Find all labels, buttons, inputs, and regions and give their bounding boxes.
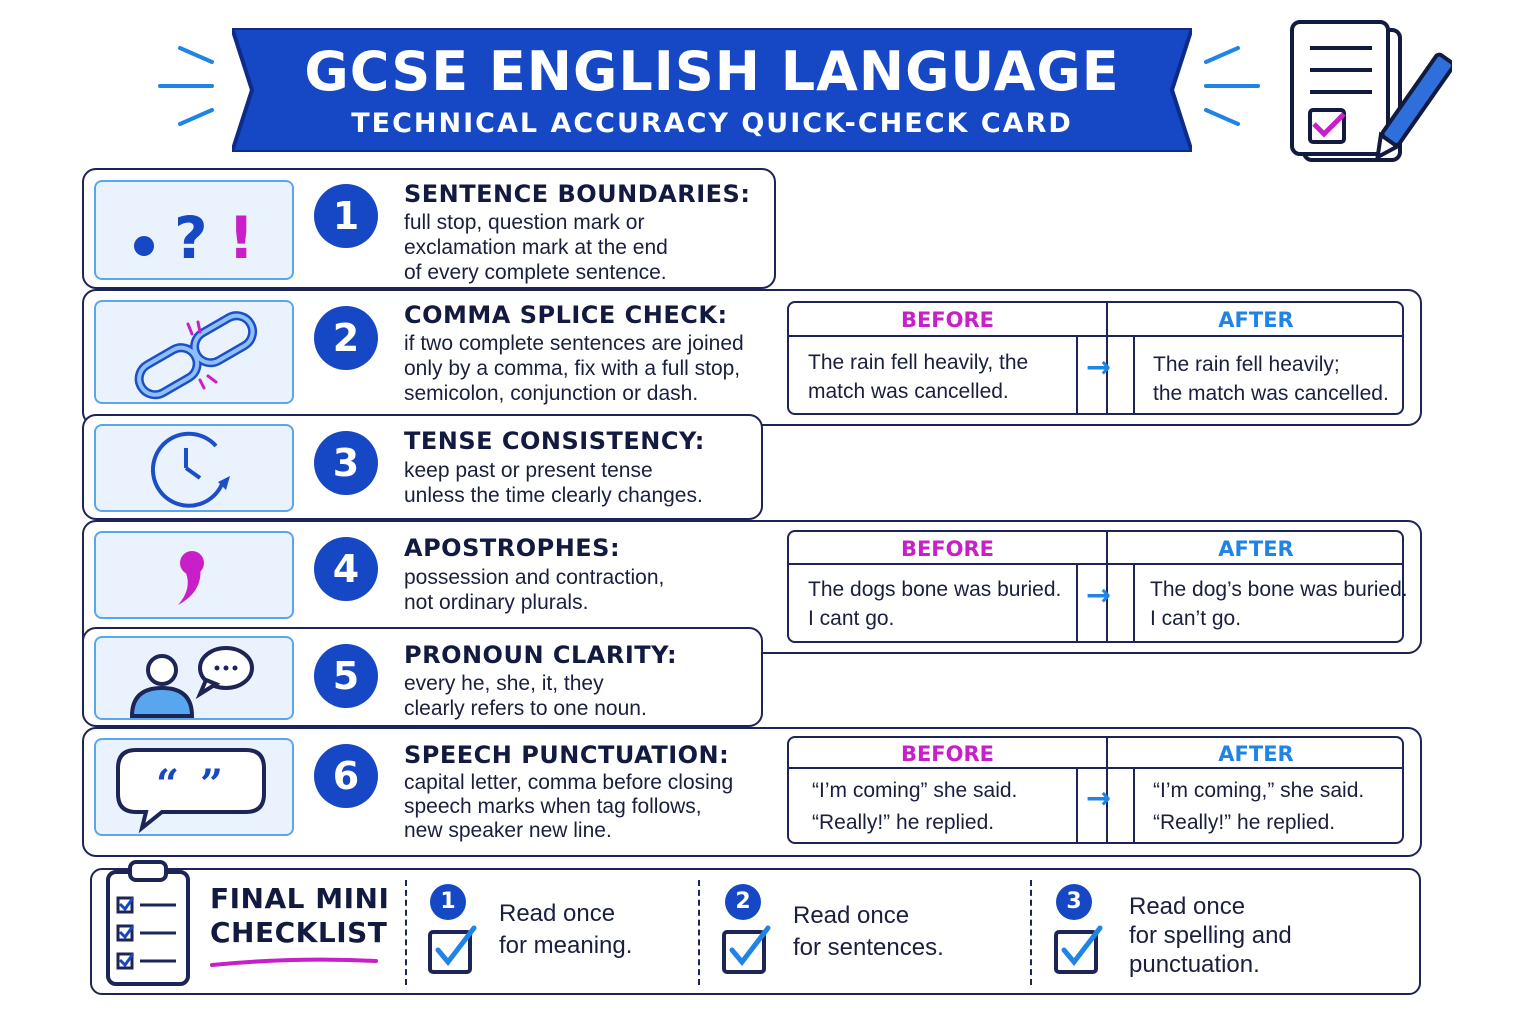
checkbox-checked-icon — [1052, 924, 1108, 976]
checkbox-checked-icon — [426, 924, 482, 976]
after-label: AFTER — [1218, 308, 1294, 332]
svg-text:”: ” — [200, 761, 224, 808]
icon-box — [94, 531, 294, 619]
divider — [1076, 564, 1078, 642]
before-label: BEFORE — [900, 537, 995, 561]
row-heading: APOSTROPHES: — [404, 534, 621, 562]
apostrophe-icon — [96, 533, 292, 617]
row-description: capital letter, comma before closing speech marks when tag follows, new speaker new line. — [404, 771, 734, 842]
quote-bubble-icon — [96, 740, 292, 834]
row-description: every he, she, it, they clearly refers to one noun. — [404, 672, 647, 720]
row-description: full stop, question mark or exclamation mark at the end of every complete sentence. — [404, 211, 668, 284]
after-example: The dog’s bone was buried. I can’t go. — [1150, 578, 1408, 630]
before-example: The rain fell heavily, the match was cancelled. — [808, 351, 1029, 403]
arrow-right-icon: → — [1086, 781, 1112, 816]
punctuation-marks-icon — [96, 182, 292, 278]
checklist-item-number: 3 — [1056, 884, 1092, 920]
divider — [698, 880, 700, 985]
page-title: GCSE ENGLISH LANGUAGE — [304, 40, 1120, 103]
after-label: AFTER — [1218, 742, 1294, 766]
divider — [789, 767, 1402, 769]
divider — [1133, 564, 1135, 642]
page-subtitle: TECHNICAL ACCURACY QUICK-CHECK CARD — [351, 108, 1073, 139]
after-example: “I’m coming,” she said. “Really!” he replied. — [1153, 779, 1365, 834]
clipboard-checklist-icon — [100, 858, 200, 990]
step-number: 4 — [314, 537, 378, 601]
step-number: 2 — [314, 306, 378, 370]
checklist-item-number: 2 — [725, 884, 761, 920]
checklist-item-text: Read once for sentences. — [793, 902, 944, 961]
divider — [1030, 880, 1032, 985]
svg-text:?: ? — [174, 204, 208, 272]
divider — [405, 880, 407, 985]
icon-box — [94, 180, 294, 280]
left-rays-icon — [150, 40, 220, 130]
arrow-right-icon: → — [1086, 578, 1112, 613]
divider — [1076, 336, 1078, 414]
divider — [789, 563, 1402, 565]
checkbox-checked-icon — [720, 924, 776, 976]
row-heading: PRONOUN CLARITY: — [404, 641, 678, 669]
broken-chain-icon — [96, 302, 292, 402]
step-number: 6 — [314, 744, 378, 808]
clock-icon — [96, 426, 292, 510]
row-description: if two complete sentences are joined only by a comma, fix with a full stop, semicolon, conjunction or dash. — [404, 332, 744, 405]
right-rays-icon — [1198, 40, 1268, 130]
underline-stroke — [208, 955, 380, 971]
svg-text:“: “ — [156, 761, 180, 808]
row-heading: SPEECH PUNCTUATION: — [404, 741, 730, 769]
arrow-right-icon: → — [1086, 350, 1112, 385]
row-heading: SENTENCE BOUNDARIES: — [404, 180, 751, 208]
document-checklist-pen-icon — [1282, 18, 1452, 178]
icon-box — [94, 738, 294, 836]
before-label: BEFORE — [900, 742, 995, 766]
before-example: The dogs bone was buried. I cant go. — [808, 578, 1062, 630]
checklist-item-text: Read once for meaning. — [499, 900, 633, 959]
before-label: BEFORE — [900, 308, 995, 332]
svg-text:!: ! — [228, 204, 255, 272]
icon-box — [94, 300, 294, 404]
person-speech-bubble-icon — [96, 638, 292, 718]
divider — [1133, 768, 1135, 843]
row-heading: TENSE CONSISTENCY: — [404, 427, 705, 455]
row-heading: COMMA SPLICE CHECK: — [404, 301, 728, 329]
checklist-item-text: Read once for spelling and punctuation. — [1129, 893, 1292, 978]
checklist-item-number: 1 — [430, 884, 466, 920]
after-example: The rain fell heavily; the match was cancelled. — [1153, 353, 1389, 405]
icon-box — [94, 636, 294, 720]
row-description: keep past or present tense unless the time clearly changes. — [404, 459, 703, 507]
step-number: 3 — [314, 431, 378, 495]
row-description: possession and contraction, not ordinary plurals. — [404, 566, 665, 614]
step-number: 1 — [314, 184, 378, 248]
divider — [1076, 768, 1078, 843]
checklist-title: FINAL MINI CHECKLIST — [210, 882, 390, 949]
after-label: AFTER — [1218, 537, 1294, 561]
divider — [1133, 336, 1135, 414]
divider — [789, 335, 1402, 337]
icon-box — [94, 424, 294, 512]
before-example: “I’m coming” she said. “Really!” he replied. — [812, 779, 1018, 834]
step-number: 5 — [314, 644, 378, 708]
